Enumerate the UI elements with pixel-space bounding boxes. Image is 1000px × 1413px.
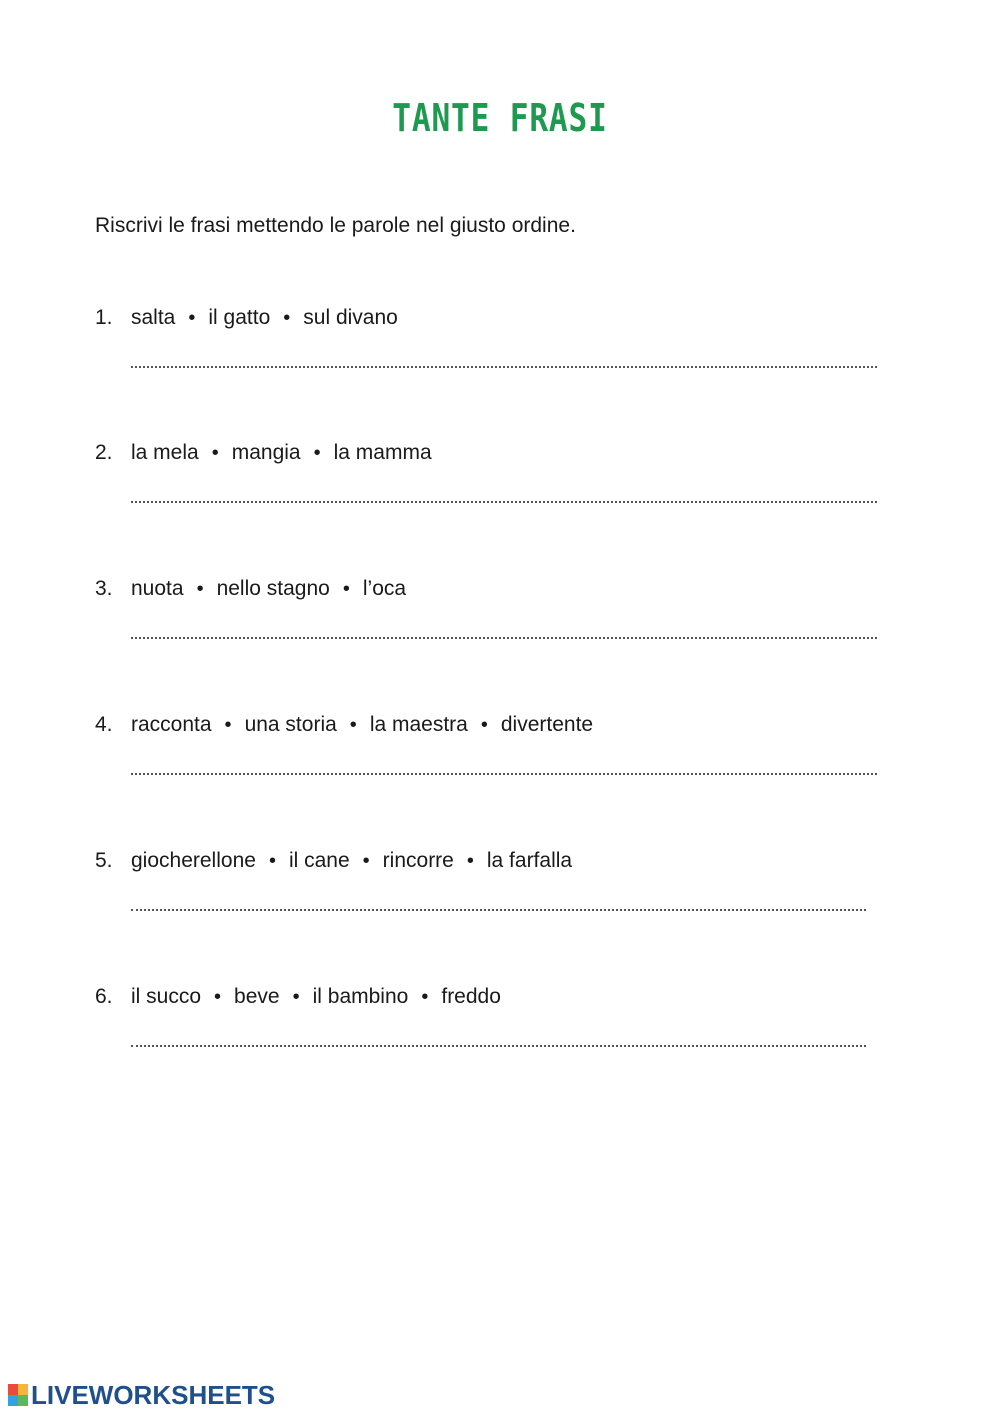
bullet-separator: • [283,306,291,329]
bullet-separator: • [313,441,321,464]
exercise-1 [95,306,895,406]
word-chip: racconta [131,713,212,736]
word-chip: il bambino [312,985,409,1008]
word-chip: una storia [244,713,337,736]
answer-input[interactable] [131,344,877,368]
answer-input[interactable] [131,751,877,775]
answer-input[interactable] [131,479,877,503]
exercise-prompt [95,985,501,1009]
liveworksheets-logo-icon [8,1384,28,1406]
bullet-separator: • [342,577,350,600]
exercise-number: 6. [95,985,113,1008]
bullet-separator: • [214,985,222,1008]
bullet-separator: • [362,849,370,872]
bullet-separator: • [211,441,219,464]
word-chip: la maestra [369,713,468,736]
exercise-number: 3. [95,577,113,600]
exercise-number: 5. [95,849,113,872]
word-chip: il cane [288,849,350,872]
bullet-separator: • [196,577,204,600]
bullet-separator: • [349,713,357,736]
word-chip: nuota [131,577,184,600]
bullet-separator: • [224,713,232,736]
bullet-separator: • [421,985,429,1008]
word-chip: rincorre [382,849,454,872]
page-title: TANTE FRASI [392,96,608,140]
bullet-separator: • [188,306,196,329]
liveworksheets-logo[interactable] [8,1381,275,1409]
exercise-number: 4. [95,713,113,736]
exercise-prompt [95,577,406,601]
bullet-separator: • [466,849,474,872]
word-chip: giocherellone [131,849,256,872]
word-chip: beve [234,985,280,1008]
bullet-separator: • [480,713,488,736]
answer-input[interactable] [131,887,866,911]
word-chip: la mamma [333,441,432,464]
word-chip: divertente [500,713,594,736]
exercise-2 [95,441,895,541]
exercise-6 [95,985,895,1085]
word-chip: sul divano [303,306,398,329]
answer-input[interactable] [131,1023,866,1047]
logo-tile [18,1384,28,1395]
exercise-5 [95,849,895,949]
word-chip: freddo [441,985,501,1008]
exercise-prompt [95,441,432,465]
instruction-text: Riscrivi le frasi mettendo le parole nel giusto ordine. [95,214,576,237]
exercise-prompt [95,713,593,737]
word-chip: il succo [131,985,202,1008]
word-chip: la farfalla [486,849,573,872]
word-chip: mangia [231,441,301,464]
exercise-3 [95,577,895,677]
exercise-4 [95,713,895,813]
word-chip: il gatto [208,306,271,329]
word-chip: la mela [131,441,199,464]
logo-tile [8,1395,18,1406]
bullet-separator: • [292,985,300,1008]
word-chip: l’oca [362,577,407,600]
bullet-separator: • [268,849,276,872]
exercise-prompt [95,306,398,330]
exercise-number: 2. [95,441,113,464]
word-chip: salta [131,306,176,329]
brand-name: LIVEWORKSHEETS [31,1379,276,1410]
answer-input[interactable] [131,615,877,639]
word-chip: nello stagno [216,577,330,600]
logo-tile [18,1395,28,1406]
exercise-number: 1. [95,306,113,329]
exercise-prompt [95,849,572,873]
logo-tile [8,1384,18,1395]
